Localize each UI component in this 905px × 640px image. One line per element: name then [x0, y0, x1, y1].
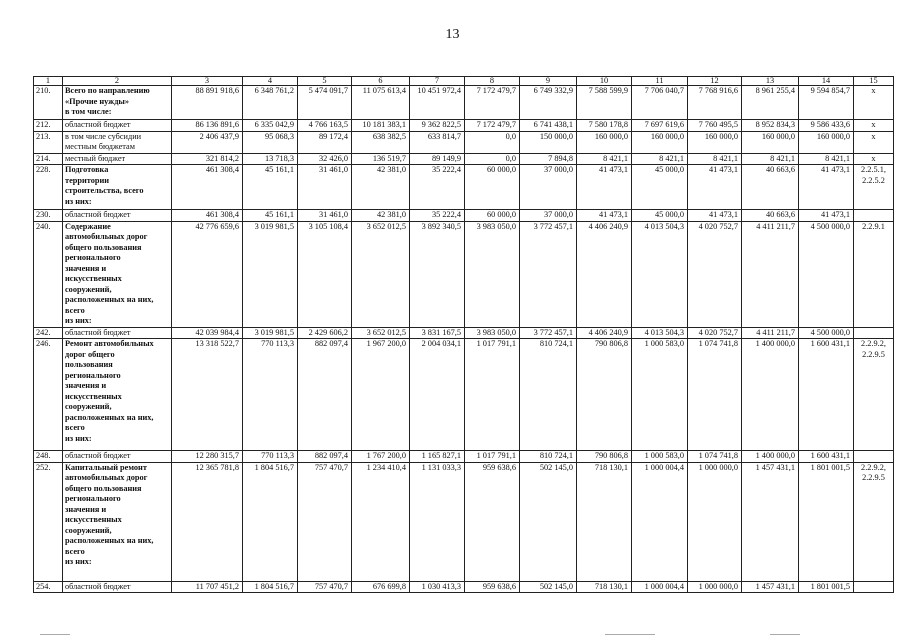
value-cell: 7 697 619,6	[632, 120, 688, 132]
value-cell: 810 724,1	[520, 451, 577, 463]
row-label	[63, 339, 172, 451]
value-cell: 6 348 761,2	[243, 86, 298, 120]
value-cell: 8 421,1	[632, 153, 688, 165]
value-cell: 1 000 004,4	[632, 581, 688, 593]
value-cell: 4 020 752,7	[688, 327, 742, 339]
reference-code: 2.2.9.2, 2.2.9.5	[854, 339, 894, 451]
column-header: 9	[520, 77, 577, 86]
value-cell: 40 663,6	[742, 210, 799, 222]
row-label	[63, 165, 172, 210]
value-cell: 7 894,8	[520, 153, 577, 165]
row-label-line: областной бюджет	[65, 120, 131, 129]
row-label-line: автомобильных дорог	[65, 232, 148, 241]
table-row	[34, 221, 894, 327]
value-cell: 633 814,7	[410, 131, 465, 153]
value-cell: 7 706 040,7	[632, 86, 688, 120]
value-cell: 6 749 332,9	[520, 86, 577, 120]
column-header: 13	[742, 77, 799, 86]
value-cell: 160 000,0	[799, 131, 854, 153]
row-number: 212.	[34, 120, 63, 132]
row-number: 246.	[34, 339, 63, 451]
value-cell: 6 741 438,1	[520, 120, 577, 132]
value-cell: 1 074 741,8	[688, 339, 742, 451]
value-cell: 7 580 178,8	[577, 120, 632, 132]
value-cell: 60 000,0	[465, 210, 520, 222]
row-label-line: регионального	[65, 370, 121, 380]
value-cell: 1 000 583,0	[632, 339, 688, 451]
value-cell: 35 222,4	[410, 165, 465, 210]
reference-code: x	[854, 120, 894, 132]
value-cell: 882 097,4	[298, 451, 352, 463]
row-number: 240.	[34, 221, 63, 327]
value-cell: 790 806,8	[577, 451, 632, 463]
row-label	[63, 221, 172, 327]
value-cell: 12 280 315,7	[172, 451, 243, 463]
row-label-line: регионального	[65, 494, 121, 503]
reference-code	[854, 581, 894, 593]
column-header: 7	[410, 77, 465, 86]
row-label-line: из них:	[65, 433, 92, 443]
column-header: 10	[577, 77, 632, 86]
row-label	[63, 153, 172, 165]
value-cell: 1 804 516,7	[243, 581, 298, 593]
value-cell: 2 429 606,2	[298, 327, 352, 339]
row-label	[63, 131, 172, 153]
value-cell: 2 406 437,9	[172, 131, 243, 153]
value-cell: 41 473,1	[577, 210, 632, 222]
value-cell: 88 891 918,6	[172, 86, 243, 120]
reference-code: x	[854, 131, 894, 153]
row-label-line: Всего по направлению	[65, 86, 150, 95]
column-header: 11	[632, 77, 688, 86]
column-header: 8	[465, 77, 520, 86]
value-cell: 1 804 516,7	[243, 462, 298, 581]
reference-code	[854, 327, 894, 339]
value-cell: 1 165 827,1	[410, 451, 465, 463]
row-label	[63, 120, 172, 132]
value-cell: 1 074 741,8	[688, 451, 742, 463]
value-cell: 41 473,1	[688, 210, 742, 222]
row-label	[63, 86, 172, 120]
row-label-line: дорог общего	[65, 349, 115, 359]
value-cell: 7 760 495,5	[688, 120, 742, 132]
value-cell: 160 000,0	[577, 131, 632, 153]
row-label	[63, 581, 172, 593]
value-cell: 638 382,5	[352, 131, 410, 153]
value-cell: 757 470,7	[298, 581, 352, 593]
value-cell: 4 766 163,5	[298, 120, 352, 132]
value-cell: 3 983 050,0	[465, 221, 520, 327]
row-label-line: сооружений,	[65, 402, 112, 411]
row-number: 228.	[34, 165, 63, 210]
scan-mark	[40, 634, 70, 635]
value-cell: 321 814,2	[172, 153, 243, 165]
value-cell: 502 145,0	[520, 462, 577, 581]
column-header: 3	[172, 77, 243, 86]
value-cell: 37 000,0	[520, 210, 577, 222]
value-cell: 502 145,0	[520, 581, 577, 593]
value-cell: 5 474 091,7	[298, 86, 352, 120]
value-cell: 1 017 791,1	[465, 451, 520, 463]
budget-table	[33, 76, 894, 593]
value-cell: 11 707 451,2	[172, 581, 243, 593]
value-cell: 3 019 981,5	[243, 327, 298, 339]
row-label-line: областной бюджет	[65, 451, 131, 460]
value-cell: 41 473,1	[799, 165, 854, 210]
value-cell: 95 068,3	[243, 131, 298, 153]
value-cell: 8 421,1	[688, 153, 742, 165]
row-label-line: регионального	[65, 253, 121, 262]
row-label-line: пользования	[65, 360, 113, 369]
value-cell: 160 000,0	[742, 131, 799, 153]
row-label-line: общего пользования	[65, 242, 142, 252]
row-label-line: искусственных	[65, 515, 122, 524]
value-cell: 13 718,3	[243, 153, 298, 165]
row-label-line: значения и	[65, 263, 107, 273]
value-cell: 461 308,4	[172, 210, 243, 222]
row-label-line: из них:	[65, 316, 92, 325]
table-row	[34, 581, 894, 593]
value-cell: 4 500 000,0	[799, 327, 854, 339]
row-label-line: искусственных	[65, 274, 122, 283]
value-cell: 7 768 916,6	[688, 86, 742, 120]
value-cell: 8 421,1	[799, 153, 854, 165]
value-cell: 45 161,1	[243, 210, 298, 222]
value-cell: 1 967 200,0	[352, 339, 410, 451]
row-number: 254.	[34, 581, 63, 593]
row-label-line: автомобильных дорог	[65, 473, 148, 482]
value-cell: 9 586 433,6	[799, 120, 854, 132]
value-cell: 2 004 034,1	[410, 339, 465, 451]
value-cell: 89 172,4	[298, 131, 352, 153]
value-cell: 3 652 012,5	[352, 327, 410, 339]
value-cell: 1 600 431,1	[799, 339, 854, 451]
value-cell: 3 831 167,5	[410, 327, 465, 339]
row-label-line: Содержание	[65, 221, 111, 231]
row-label-line: из них:	[65, 196, 92, 206]
row-label-line: «Прочие нужды»	[65, 96, 130, 106]
value-cell: 770 113,3	[243, 451, 298, 463]
table-header-row	[34, 77, 894, 86]
reference-code: x	[854, 86, 894, 120]
value-cell: 3 019 981,5	[243, 221, 298, 327]
value-cell: 40 663,6	[742, 165, 799, 210]
column-header: 14	[799, 77, 854, 86]
value-cell: 4 406 240,9	[577, 327, 632, 339]
value-cell: 4 020 752,7	[688, 221, 742, 327]
row-number: 252.	[34, 462, 63, 581]
row-label-line: всего	[65, 305, 85, 315]
value-cell: 3 892 340,5	[410, 221, 465, 327]
value-cell: 8 952 834,3	[742, 120, 799, 132]
column-header: 6	[352, 77, 410, 86]
value-cell: 959 638,6	[465, 462, 520, 581]
value-cell: 89 149,9	[410, 153, 465, 165]
table-row	[34, 462, 894, 581]
value-cell: 136 519,7	[352, 153, 410, 165]
value-cell: 41 473,1	[577, 165, 632, 210]
value-cell: 1 000 004,4	[632, 462, 688, 581]
value-cell: 41 473,1	[799, 210, 854, 222]
value-cell: 3 772 457,1	[520, 327, 577, 339]
value-cell: 10 181 383,1	[352, 120, 410, 132]
column-header: 5	[298, 77, 352, 86]
value-cell: 1 801 001,5	[799, 581, 854, 593]
table-row	[34, 153, 894, 165]
row-label-line: расположенных на них,	[65, 412, 154, 422]
row-label-line: Ремонт автомобильных	[65, 339, 154, 348]
row-number: 242.	[34, 327, 63, 339]
value-cell: 7 172 479,7	[465, 120, 520, 132]
value-cell: 461 308,4	[172, 165, 243, 210]
value-cell: 42 039 984,4	[172, 327, 243, 339]
row-label-line: всего	[65, 423, 85, 432]
value-cell: 7 588 599,9	[577, 86, 632, 120]
row-label	[63, 462, 172, 581]
row-label-line: местным бюджетам	[65, 142, 135, 151]
value-cell: 1 600 431,1	[799, 451, 854, 463]
value-cell: 718 130,1	[577, 581, 632, 593]
table-body	[34, 77, 894, 593]
value-cell: 11 075 613,4	[352, 86, 410, 120]
row-label-line: Подготовка	[65, 165, 109, 174]
row-number: 214.	[34, 153, 63, 165]
reference-code	[854, 210, 894, 222]
table-row	[34, 327, 894, 339]
reference-code: 2.2.5.1, 2.2.5.2	[854, 165, 894, 210]
row-label-line: сооружений,	[65, 525, 112, 535]
reference-code	[854, 451, 894, 463]
value-cell: 1 234 410,4	[352, 462, 410, 581]
value-cell: 770 113,3	[243, 339, 298, 451]
value-cell: 3 105 108,4	[298, 221, 352, 327]
value-cell: 4 411 211,7	[742, 327, 799, 339]
value-cell: 160 000,0	[688, 131, 742, 153]
value-cell: 45 000,0	[632, 210, 688, 222]
value-cell: 4 411 211,7	[742, 221, 799, 327]
row-label-line: расположенных на них,	[65, 295, 154, 304]
row-number: 230.	[34, 210, 63, 222]
row-label-line: общего пользования	[65, 483, 142, 493]
value-cell: 8 421,1	[742, 153, 799, 165]
value-cell: 1 400 000,0	[742, 339, 799, 451]
scan-mark	[605, 634, 655, 635]
value-cell: 810 724,1	[520, 339, 577, 451]
value-cell: 86 136 891,6	[172, 120, 243, 132]
row-label	[63, 451, 172, 463]
column-header: 12	[688, 77, 742, 86]
row-label	[63, 327, 172, 339]
value-cell: 42 776 659,6	[172, 221, 243, 327]
value-cell: 0,0	[465, 153, 520, 165]
value-cell: 790 806,8	[577, 339, 632, 451]
row-label-line: областной бюджет	[65, 210, 131, 219]
reference-code: x	[854, 153, 894, 165]
row-number: 210.	[34, 86, 63, 120]
row-number: 248.	[34, 451, 63, 463]
value-cell: 35 222,4	[410, 210, 465, 222]
value-cell: 6 335 042,9	[243, 120, 298, 132]
value-cell: 3 983 050,0	[465, 327, 520, 339]
value-cell: 1 017 791,1	[465, 339, 520, 451]
row-label-line: расположенных на них,	[65, 536, 154, 545]
row-label	[63, 210, 172, 222]
row-label-line: местный бюджет	[65, 153, 126, 163]
value-cell: 42 381,0	[352, 210, 410, 222]
value-cell: 3 652 012,5	[352, 221, 410, 327]
row-label-line: областной бюджет	[65, 327, 131, 337]
value-cell: 4 406 240,9	[577, 221, 632, 327]
column-header: 15	[854, 77, 894, 86]
row-label-line: сооружений,	[65, 284, 112, 294]
value-cell: 1 400 000,0	[742, 451, 799, 463]
value-cell: 1 000 000,0	[688, 462, 742, 581]
value-cell: 8 961 255,4	[742, 86, 799, 120]
row-number: 213.	[34, 131, 63, 153]
column-header: 1	[34, 77, 63, 86]
value-cell: 4 013 504,3	[632, 221, 688, 327]
column-header: 2	[63, 77, 172, 86]
row-label-line: строительства, всего	[65, 186, 144, 195]
reference-code: 2.2.9.2, 2.2.9.5	[854, 462, 894, 581]
value-cell: 37 000,0	[520, 165, 577, 210]
row-label-line: Капитальный ремонт	[65, 462, 147, 472]
value-cell: 718 130,1	[577, 462, 632, 581]
value-cell: 31 461,0	[298, 210, 352, 222]
value-cell: 150 000,0	[520, 131, 577, 153]
row-label-line: территории	[65, 175, 110, 185]
value-cell: 60 000,0	[465, 165, 520, 210]
row-label-line: значения и	[65, 504, 107, 514]
value-cell: 45 161,1	[243, 165, 298, 210]
value-cell: 676 699,8	[352, 581, 410, 593]
value-cell: 1 801 001,5	[799, 462, 854, 581]
row-label-line: областной бюджет	[65, 581, 131, 591]
row-label-line: всего	[65, 546, 85, 556]
value-cell: 882 097,4	[298, 339, 352, 451]
row-label-line: искусственных	[65, 391, 122, 401]
value-cell: 45 000,0	[632, 165, 688, 210]
value-cell: 1 457 431,1	[742, 462, 799, 581]
table-row	[34, 120, 894, 132]
row-label-line: в том числе субсидии	[65, 131, 142, 141]
table-row	[34, 339, 894, 451]
value-cell: 1 457 431,1	[742, 581, 799, 593]
reference-code: 2.2.9.1	[854, 221, 894, 327]
value-cell: 1 767 200,0	[352, 451, 410, 463]
value-cell: 1 030 413,3	[410, 581, 465, 593]
value-cell: 9 362 822,5	[410, 120, 465, 132]
row-label-line: в том числе:	[65, 107, 112, 116]
value-cell: 1 000 583,0	[632, 451, 688, 463]
value-cell: 4 013 504,3	[632, 327, 688, 339]
page-number: 13	[445, 27, 460, 42]
value-cell: 12 365 781,8	[172, 462, 243, 581]
value-cell: 1 000 000,0	[688, 581, 742, 593]
value-cell: 41 473,1	[688, 165, 742, 210]
value-cell: 959 638,6	[465, 581, 520, 593]
value-cell: 1 131 033,3	[410, 462, 465, 581]
value-cell: 7 172 479,7	[465, 86, 520, 120]
value-cell: 3 772 457,1	[520, 221, 577, 327]
value-cell: 13 318 522,7	[172, 339, 243, 451]
scan-mark	[770, 634, 800, 635]
value-cell: 4 500 000,0	[799, 221, 854, 327]
value-cell: 160 000,0	[632, 131, 688, 153]
table-row	[34, 210, 894, 222]
row-label-line: из них:	[65, 557, 92, 566]
column-header: 4	[243, 77, 298, 86]
table-row	[34, 165, 894, 210]
value-cell: 31 461,0	[298, 165, 352, 210]
value-cell: 757 470,7	[298, 462, 352, 581]
table-row	[34, 86, 894, 120]
value-cell: 10 451 972,4	[410, 86, 465, 120]
table-row	[34, 451, 894, 463]
value-cell: 8 421,1	[577, 153, 632, 165]
value-cell: 42 381,0	[352, 165, 410, 210]
row-label-line: значения и	[65, 381, 107, 390]
value-cell: 32 426,0	[298, 153, 352, 165]
table-row	[34, 131, 894, 153]
value-cell: 0,0	[465, 131, 520, 153]
value-cell: 9 594 854,7	[799, 86, 854, 120]
